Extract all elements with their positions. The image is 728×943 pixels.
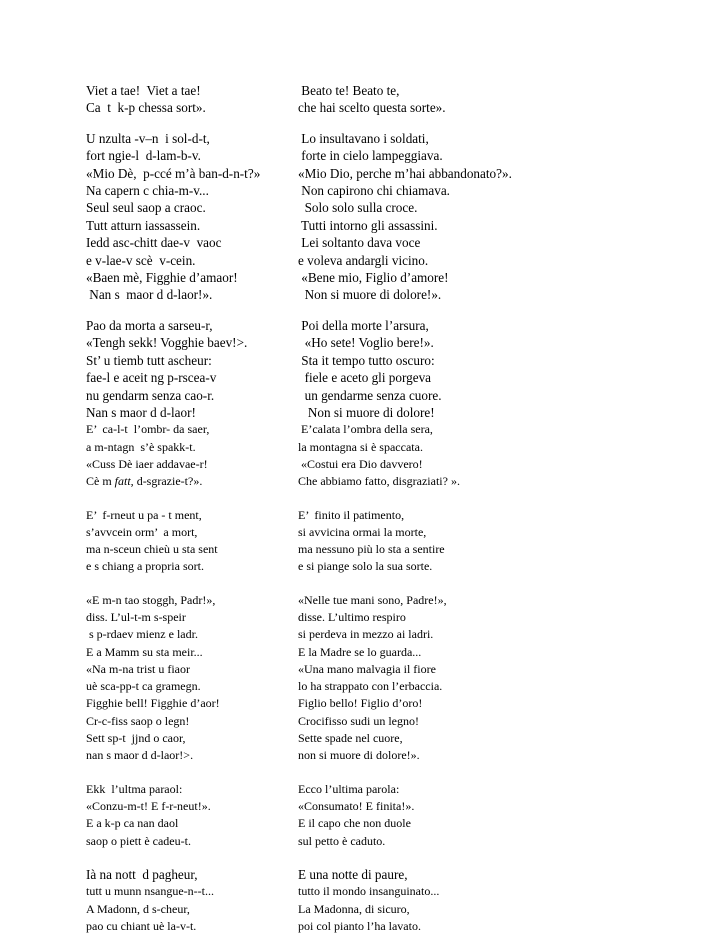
italian-verse-line: disse. L’ultimo respiro: [298, 609, 406, 624]
dialect-verse-line: Na capern c chia-m-v...: [86, 183, 209, 199]
dialect-verse-line: a m-ntagn s’è spakk-t.: [86, 439, 196, 454]
italian-verse-line: «Ho sete! Voglio bere!».: [298, 335, 434, 351]
dialect-verse-line: e v-lae-v scè v-cein.: [86, 252, 196, 268]
italian-stanza: [298, 507, 543, 576]
italian-stanza: [298, 781, 543, 850]
dialect-verse-line: U nzulta -v–n i sol-d-t,: [86, 130, 210, 146]
italian-verse-line: Beato te! Beato te,: [298, 83, 400, 98]
dialect-verse-line: E a Mamm su sta meir...: [86, 644, 203, 659]
italian-verse-line: la montagna si è spaccata.: [298, 439, 423, 454]
italian-verse-line: fiele e aceto gli porgeva: [298, 370, 432, 386]
italian-verse-line: Crocifisso sudi un legno!: [298, 713, 419, 728]
dialect-verse-line: s p-rdaev mienz e ladr.: [86, 627, 198, 642]
dialect-verse-line: ma n-sceun chieù u sta sent: [86, 542, 218, 557]
dialect-verse-line: tutt u munn nsangue-n--t...: [86, 884, 214, 899]
dialect-verse-line: s’avvcein orm’ a mort,: [86, 524, 198, 539]
dialect-verse-line: «Na m-na trist u fiaor: [86, 661, 190, 676]
dialect-verse-line: Cè m fatt, d-sgrazie-t?».: [86, 474, 203, 489]
italian-stanza: [298, 866, 543, 935]
dialect-stanza: [86, 592, 298, 765]
dialect-stanza: [86, 866, 298, 935]
dialect-verse-line: Iedd asc-chitt dae-v vaoc: [86, 235, 222, 251]
italian-verse-line: «Nelle tue mani sono, Padre!»,: [298, 592, 447, 607]
italian-verse-line: non si muore di dolore!».: [298, 748, 420, 763]
dialect-verse-line: Ià na nott d pagheur,: [86, 866, 198, 882]
dialect-verse-line: «Conzu-m-t! E f-r-neut!».: [86, 798, 211, 813]
dialect-verse-line: Sett sp-t jjnd o caor,: [86, 731, 186, 746]
dialect-stanza: [86, 781, 298, 850]
dialect-verse-line: Pao da morta a sarseu-r,: [86, 317, 213, 333]
dialect-verse-line: «Mio Dè, p-ccé m’à ban-d-n-t?»: [86, 165, 261, 181]
italian-verse-line: La Madonna, di sicuro,: [298, 901, 410, 916]
dialect-verse-line: «Baen mè, Figghie d’amaor!: [86, 270, 238, 286]
italian-verse-line: «Bene mio, Figlio d’amore!: [298, 270, 449, 286]
italian-verse-line: Figlio bello! Figlio d’oro!: [298, 696, 423, 711]
italian-verse-line: E una notte di paure,: [298, 866, 408, 882]
dialect-verse-line: Ca t k-p chessa sort».: [86, 100, 206, 116]
dialect-verse-line: Nan s maor d d-laor!: [86, 404, 196, 420]
dialect-verse-line: fort ngie-l d-lam-b-v.: [86, 148, 201, 164]
dialect-column: [86, 82, 298, 935]
italian-verse-line: si perdeva in mezzo ai ladri.: [298, 627, 434, 642]
dialect-verse-line: fae-l e aceit ng p-rscea-v: [86, 370, 217, 386]
italian-verse-line: sul petto è caduto.: [298, 833, 386, 848]
dialect-verse-line: e s chiang a propria sort.: [86, 559, 204, 574]
dialect-verse-line: Cr-c-fiss saop o legn!: [86, 713, 190, 728]
dialect-verse-line: «Cuss Dè iaer addavae-r!: [86, 456, 208, 471]
dialect-verse-line: pao cu chiant uè la-v-t.: [86, 918, 197, 933]
dialect-verse-line: saop o piett è cadeu-t.: [86, 833, 191, 848]
dialect-verse-line: nu gendarm senza cao-r.: [86, 387, 215, 403]
italian-verse-line: Solo solo sulla croce.: [298, 200, 418, 216]
italian-verse-line: E’calata l’ombra della sera,: [298, 422, 433, 437]
dialect-verse-line: diss. L’ul-t-m s-speir: [86, 609, 186, 624]
italian-verse-line: «Mio Dio, perche m’hai abbandonato?».: [298, 165, 512, 181]
italian-verse-line: Che abbiamo fatto, disgraziati? ».: [298, 474, 460, 489]
italian-stanza: [298, 592, 543, 765]
italian-stanza: [298, 130, 543, 304]
italian-verse-line: forte in cielo lampeggiava.: [298, 148, 443, 164]
dialect-verse-line: St’ u tiemb tutt ascheur:: [86, 352, 212, 368]
italian-verse-line: E il capo che non duole: [298, 816, 411, 831]
dialect-verse-line: E’ f-rneut u pa - t ment,: [86, 507, 202, 522]
dialect-verse-line: Viet a tae! Viet a tae!: [86, 83, 201, 98]
italian-verse-line: Non capirono chi chiamava.: [298, 183, 450, 199]
dialect-verse-line: uè sca-pp-t ca gramegn.: [86, 679, 201, 694]
italian-verse-line: E’ finito il patimento,: [298, 507, 405, 522]
dialect-verse-line: Nan s maor d d-laor!».: [86, 287, 213, 303]
italian-verse-line: Ecco l’ultima parola:: [298, 781, 400, 796]
italian-verse-line: «Una mano malvagia il fiore: [298, 661, 436, 676]
dialect-verse-line: A Madonn, d s-cheur,: [86, 901, 190, 916]
dialect-verse-line: E’ ca-l-t l’ombr- da saer,: [86, 422, 210, 437]
italian-verse-line: un gendarme senza cuore.: [298, 387, 442, 403]
italian-verse-line: Non si muore di dolore!».: [298, 287, 442, 303]
italian-stanza: [298, 82, 543, 117]
dialect-stanza: [86, 130, 298, 304]
italian-verse-line: ma nessuno più lo sta a sentire: [298, 542, 445, 557]
dialect-verse-line: «E m-n tao stoggh, Padr!»,: [86, 592, 216, 607]
dialect-verse-line: Tutt atturn iassassein.: [86, 217, 201, 233]
italian-verse-line: Non si muore di dolore!: [298, 404, 435, 420]
dialect-stanza: [86, 421, 298, 490]
italian-verse-line: si avvicina ormai la morte,: [298, 524, 427, 539]
italian-verse-line: lo ha strappato con l’erbaccia.: [298, 679, 443, 694]
italian-verse-line: poi col pianto l’ha lavato.: [298, 918, 421, 933]
dialect-stanza: [86, 317, 298, 421]
dialect-stanza: [86, 507, 298, 576]
italian-verse-line: E la Madre se lo guarda...: [298, 644, 422, 659]
italian-column: [298, 82, 543, 935]
dialect-stanza: [86, 82, 298, 117]
dialect-verse-line: E a k-p ca nan daol: [86, 816, 179, 831]
italian-verse-line: Sette spade nel cuore,: [298, 731, 403, 746]
italian-verse-line: Lo insultavano i soldati,: [298, 130, 429, 146]
italian-verse-line: Poi della morte l’arsura,: [298, 317, 429, 333]
italian-stanza: [298, 317, 543, 421]
dialect-verse-line: Figghie bell! Figghie d’aor!: [86, 696, 220, 711]
italian-verse-line: Sta it tempo tutto oscuro:: [298, 352, 435, 368]
dialect-verse-line: nan s maor d d-laor!>.: [86, 748, 194, 763]
italian-verse-line: «Costui era Dio davvero!: [298, 456, 423, 471]
italian-stanza: [298, 421, 543, 490]
italian-verse-line: che hai scelto questa sorte».: [298, 100, 446, 116]
dialect-verse-line: Seul seul saop a craoc.: [86, 200, 206, 216]
italian-verse-line: e si piange solo la sua sorte.: [298, 559, 433, 574]
italian-verse-line: Tutti intorno gli assassini.: [298, 217, 438, 233]
dialect-verse-line: «Tengh sekk! Vogghie baev!>.: [86, 335, 248, 351]
italian-verse-line: tutto il mondo insanguinato...: [298, 884, 440, 899]
italian-verse-line: e voleva andargli vicino.: [298, 252, 429, 268]
italian-verse-line: «Consumato! E finita!».: [298, 798, 415, 813]
dialect-verse-line: Ekk l’ultma paraol:: [86, 781, 183, 796]
italian-verse-line: Lei soltanto dava voce: [298, 235, 421, 251]
